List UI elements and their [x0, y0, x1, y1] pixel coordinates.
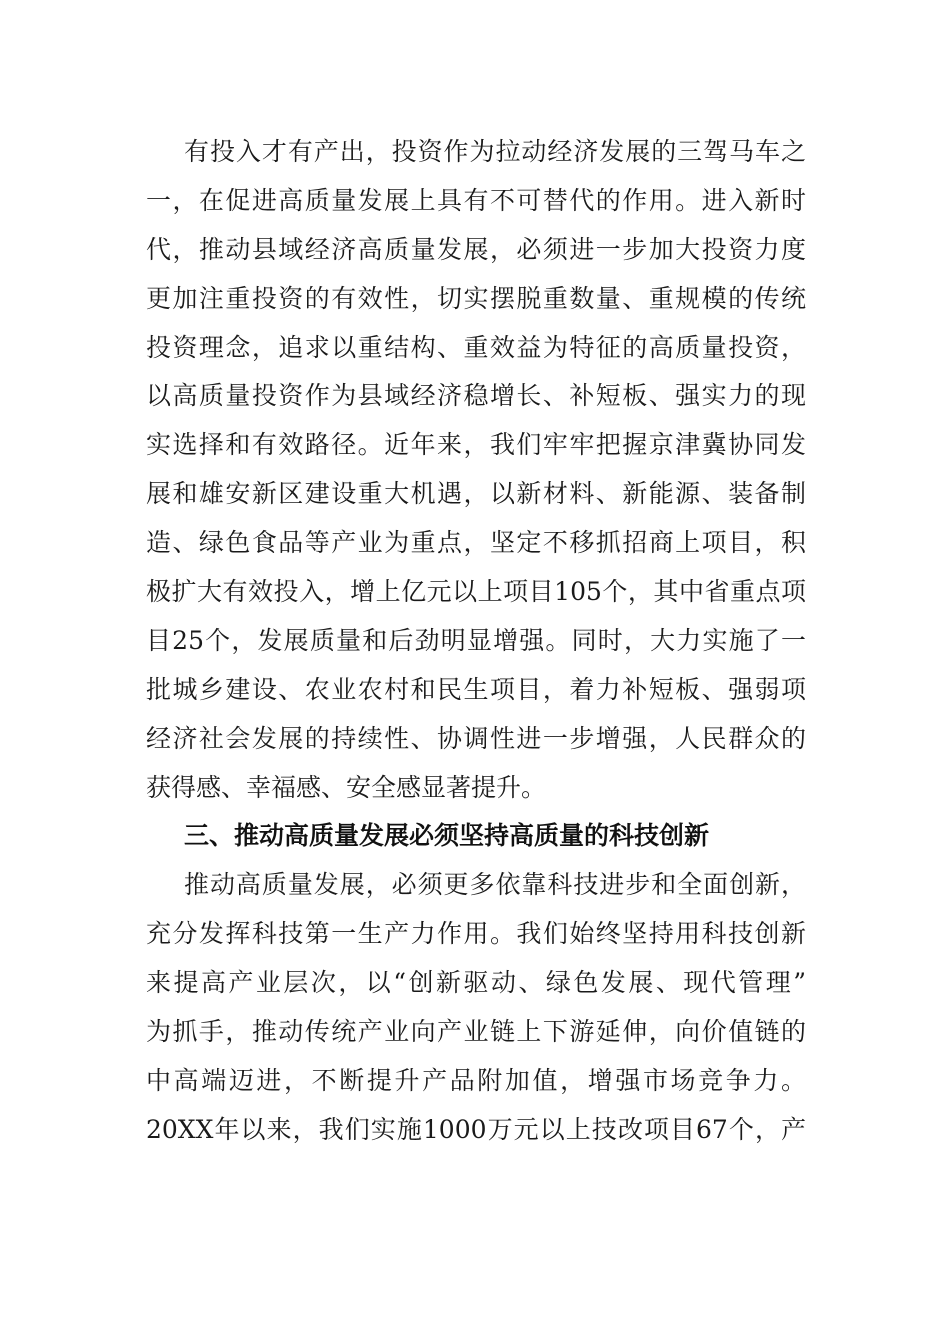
section-heading: 三、推动高质量发展必须坚持高质量的科技创新 [184, 821, 710, 851]
paragraph-line: 获得感、幸福感、安全感显著提升。 [146, 772, 547, 802]
paragraph-line: 批城乡建设、农业农村和民生项目，着力补短板、强弱项 [146, 674, 806, 704]
paragraph-line: 代，推动县域经济高质量发展，必须进一步加大投资力度 [146, 234, 806, 264]
paragraph-line: 投资理念，追求以重结构、重效益为特征的高质量投资， [146, 332, 806, 362]
paragraph-line: 来提高产业层次，以“创新驱动、绿色发展、现代管理” [146, 968, 806, 998]
paragraph-line: 20XX年以来，我们实施1000万元以上技改项目67个，产 [146, 1114, 806, 1144]
paragraph-line: 一，在促进高质量发展上具有不可替代的作用。进入新时 [146, 185, 806, 215]
paragraph-investment [146, 128, 806, 812]
paragraph-innovation [146, 861, 806, 1154]
paragraph-line: 造、绿色食品等产业为重点，坚定不移抓招商上项目，积 [146, 528, 806, 558]
paragraph-line: 为抓手，推动传统产业向产业链上下游延伸，向价值链的 [146, 1017, 806, 1047]
paragraph-line: 充分发挥科技第一生产力作用。我们始终坚持用科技创新 [146, 919, 806, 949]
document-body [146, 128, 806, 1155]
paragraph-line: 经济社会发展的持续性、协调性进一步增强，人民群众的 [146, 723, 806, 753]
paragraph-line: 有投入才有产出，投资作为拉动经济发展的三驾马车之 [184, 137, 806, 166]
paragraph-line: 极扩大有效投入，增上亿元以上项目105个，其中省重点项 [146, 577, 806, 607]
paragraph-line: 更加注重投资的有效性，切实摆脱重数量、重规模的传统 [146, 283, 806, 313]
paragraph-line: 以高质量投资作为县域经济稳增长、补短板、强实力的现 [146, 381, 806, 411]
paragraph-line: 实选择和有效路径。近年来，我们牢牢把握京津冀协同发 [146, 430, 806, 460]
paragraph-line: 展和雄安新区建设重大机遇，以新材料、新能源、装备制 [146, 479, 806, 509]
paragraph-line: 目25个，发展质量和后劲明显增强。同时，大力实施了一 [146, 625, 806, 655]
paragraph-line: 中高端迈进，不断提升产品附加值，增强市场竞争力。 [146, 1065, 806, 1095]
paragraph-line: 推动高质量发展，必须更多依靠科技进步和全面创新， [184, 870, 806, 900]
